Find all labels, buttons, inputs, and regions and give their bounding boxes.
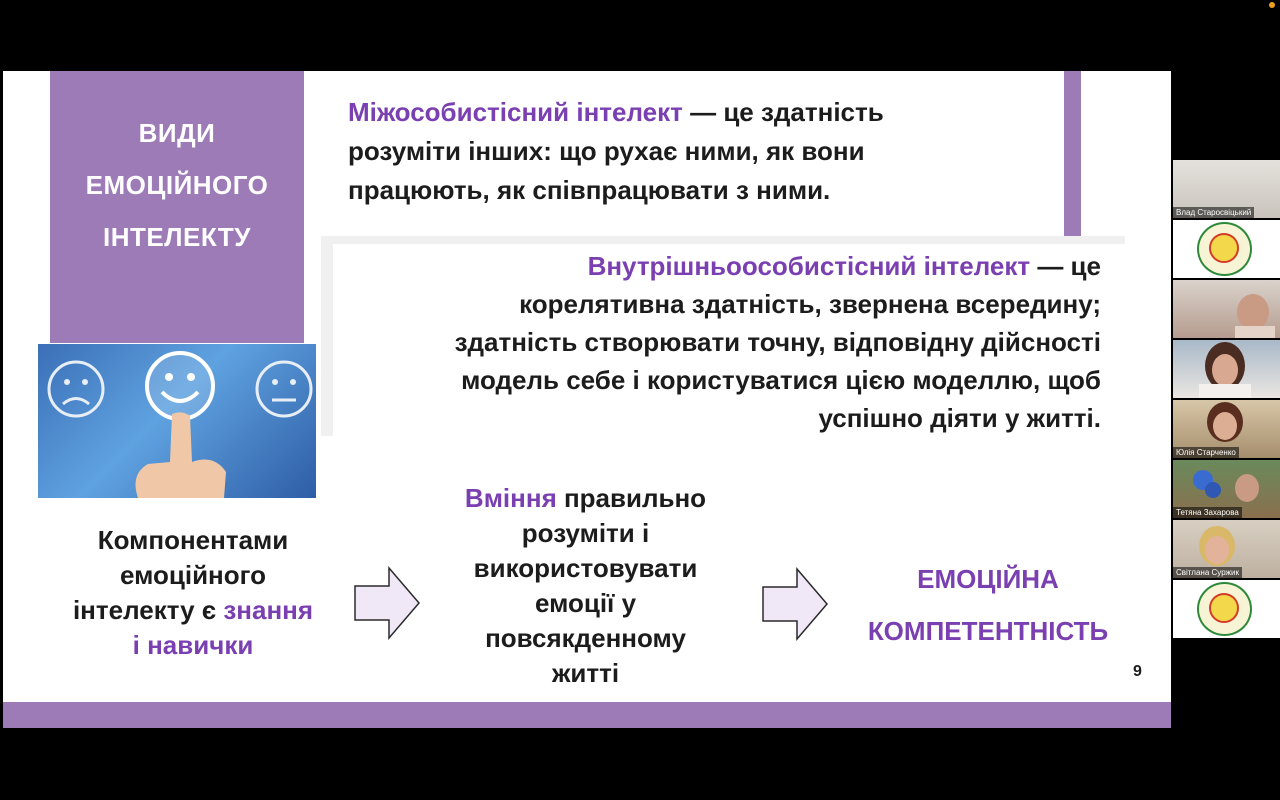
organization-logo-icon	[1197, 582, 1252, 636]
text-line: використовувати	[473, 553, 698, 583]
definition-line: працюють, як співпрацювати з ними.	[348, 175, 831, 205]
text-line: КОМПЕТЕНТНІСТЬ	[867, 616, 1109, 646]
definition-line: модель себе і користуватися цією моделлю, щоб	[461, 365, 1101, 395]
title-line: ІНТЕЛЕКТУ	[103, 222, 251, 252]
participant-name: Світлана Суржик	[1173, 567, 1242, 578]
definition-line: успішно діяти у житті.	[818, 403, 1101, 433]
text-line: розуміти і	[521, 518, 650, 548]
definition-line: — це	[1030, 251, 1101, 281]
skills-term: Вміння	[464, 483, 557, 513]
interpersonal-definition	[348, 93, 1048, 210]
participant-tile[interactable]	[1173, 280, 1280, 338]
intrapersonal-term: Внутрішньоособистісний інтелект	[587, 251, 1031, 281]
participant-tile[interactable]	[1173, 340, 1280, 398]
text-line: інтелекту є	[72, 595, 224, 625]
text-line: правильно	[556, 483, 707, 513]
interpersonal-term: Міжособистісний інтелект	[348, 97, 683, 127]
text-line: ЕМОЦІЙНА	[917, 564, 1059, 594]
text-line: Компонентами	[97, 525, 289, 555]
participant-tile[interactable]	[1173, 580, 1280, 638]
participant-tile[interactable]	[1173, 520, 1280, 578]
participant-tile[interactable]	[1173, 160, 1280, 218]
intrapersonal-definition	[368, 247, 1101, 437]
skills-text	[413, 481, 758, 691]
text-line: емоційного	[119, 560, 267, 590]
text-line: житті	[551, 658, 620, 688]
definition-line: здатність створювати точну, відповідну дійсності	[454, 327, 1101, 357]
slide-page-number: 9	[1133, 663, 1142, 680]
definition-line: — це здатність	[682, 97, 884, 127]
participant-name: Тетяна Захарова	[1173, 507, 1242, 518]
slide-title	[50, 107, 304, 263]
participant-name: Влад Старосвіцький	[1173, 207, 1254, 218]
participant-tile[interactable]	[1173, 220, 1280, 278]
definition-line: корелятивна здатність, звернена всередину;	[519, 289, 1101, 319]
text-line: повсякденному	[485, 623, 686, 653]
title-line: ВИДИ	[138, 118, 216, 148]
presentation-slide	[3, 71, 1171, 728]
highlight-knowledge: знання	[223, 595, 314, 625]
participant-video	[1173, 340, 1280, 398]
participant-name: Юлія Старченко	[1173, 447, 1239, 458]
decorative-strip	[1064, 71, 1081, 241]
recording-indicator	[1269, 2, 1275, 8]
emotion-faces-image	[38, 344, 316, 498]
title-line: ЕМОЦІЙНОГО	[85, 170, 269, 200]
arrow-right-icon	[761, 567, 831, 641]
slide-bottom-bar	[3, 702, 1171, 728]
highlight-skills: і навички	[132, 630, 254, 660]
result-text	[848, 553, 1128, 657]
participant-tile[interactable]	[1173, 400, 1280, 458]
slide-title-box	[50, 71, 304, 343]
organization-logo-icon	[1197, 222, 1252, 276]
definition-line: розуміти інших: що рухає ними, як вони	[348, 136, 865, 166]
text-line: емоції у	[534, 588, 637, 618]
components-text	[43, 523, 343, 663]
participant-video	[1173, 280, 1280, 338]
participant-tile[interactable]	[1173, 460, 1280, 518]
